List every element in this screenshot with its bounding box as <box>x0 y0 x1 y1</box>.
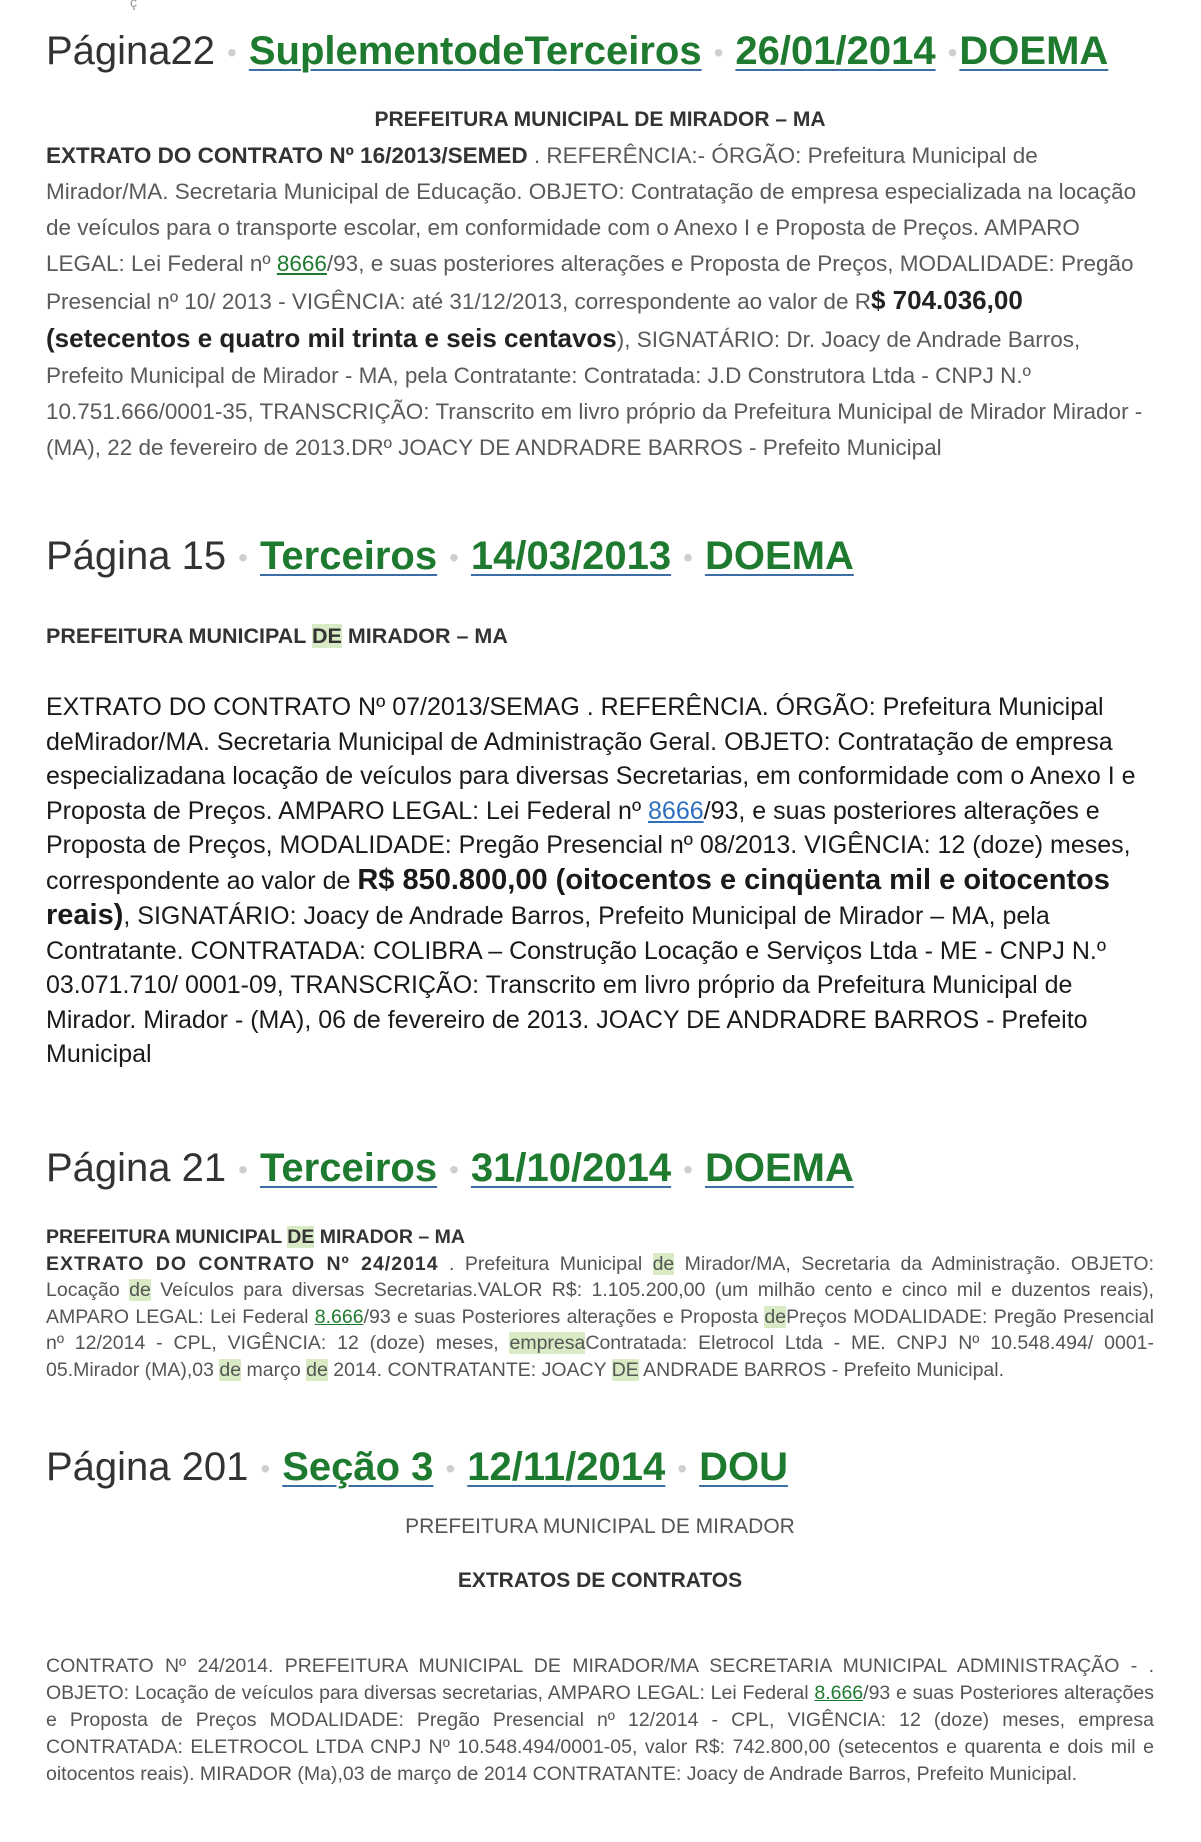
section-heading <box>46 624 1154 649</box>
law-link[interactable]: 8.666 <box>314 1305 364 1328</box>
date-link[interactable]: 12/11/2014 <box>467 1445 666 1489</box>
result-body-1 <box>46 102 1154 466</box>
text-part: , SIGNATÁRIO: Joacy de Andrade Barros, Prefeito Municipal de Mirador – MA, pela Contratante. CONTRATADA: COLIBRA – Construção Locação e Serviços Ltda - ME - CNPJ N.º 03.071.710/ 0001-09, TRANSCRIÇÃO: Transcrito em livro próprio da Prefeitura Municipal de Mirador. Mirador - (MA), 06 de fevereiro de 2013. JOACY DE ANDRADRE BARROS - Prefeito Municipal <box>46 902 1106 1068</box>
page-number: Página22 <box>46 29 216 73</box>
journal-link[interactable]: DOEMA <box>704 534 854 578</box>
heading-part: PREFEITURA MUNICIPAL <box>46 1226 288 1248</box>
search-highlight: de <box>219 1358 242 1381</box>
section-subheading: EXTRATOS DE CONTRATOS <box>457 1569 743 1592</box>
result-body-3 <box>46 1224 1154 1383</box>
result-header-1 <box>46 27 1108 77</box>
text-part: 2014. CONTRATANTE: JOACY <box>327 1358 612 1381</box>
text-part: /93 e suas Posteriores alterações e Proposta de Preços MODALIDADE: Pregão Presencial nº 12/2014 - CPL, VIGÊNCIA: 12 (doze) meses, empresa CONTRATADA: ELETROCOL LTDA CNPJ Nº 10.548.494/0001-05, valor R$: 742.800,00 (setecentos e quarenta e dois mil e oitocentos reais). MIRADOR (Ma),03 de março de 2014 CONTRATANTE: Joacy de Andrade Barros, Prefeito Municipal. <box>46 1682 1154 1785</box>
contract-value: $ 704.036,00 (setecentos e quatro mil trinta e seis centavos <box>46 285 1023 353</box>
text-part: Preços MODALIDADE: Pregão Presencial nº 12/2014 - CPL, VIGÊNCIA: 12 (doze) meses, <box>46 1305 1154 1354</box>
separator-dot: • <box>238 542 248 574</box>
search-highlight: DE <box>611 1358 639 1381</box>
separator-dot: • <box>227 37 237 69</box>
heading-part: PREFEITURA MUNICIPAL <box>46 624 312 648</box>
heading-part: MIRADOR – MA <box>341 624 508 648</box>
search-highlight: de <box>306 1358 328 1381</box>
section-heading: PREFEITURA MUNICIPAL DE MIRADOR – MA <box>374 108 826 131</box>
journal-link[interactable]: DOEMA <box>959 29 1109 73</box>
separator-dot: • <box>683 542 693 574</box>
text-part: ), SIGNATÁRIO: Dr. Joacy de Andrade Barros, Prefeito Municipal de Mirador - MA, pela Contratante: Contratada: J.D Construtora Ltda - CNPJ N.º 10.751.666/0001-35, TRANSCRIÇÃO: Transcrito em livro próprio da Prefeitura Municipal de Mirador Mirador - (MA), 22 de fevereiro de 2013.DRº JOACY DE ANDRADRE BARROS - Prefeito Municipal <box>46 327 1143 460</box>
section-link[interactable]: Terceiros <box>259 1146 438 1190</box>
search-highlight: de <box>764 1305 787 1328</box>
search-highlight: de <box>129 1279 151 1301</box>
separator-dot: • <box>449 1154 459 1186</box>
text-part: . Prefeitura Municipal <box>438 1252 653 1275</box>
section-heading <box>46 1224 1154 1251</box>
search-highlight: de <box>652 1252 675 1275</box>
section-link[interactable]: Seção 3 <box>282 1445 434 1489</box>
separator-dot: • <box>445 1453 456 1485</box>
journal-link[interactable]: DOEMA <box>704 1146 854 1190</box>
text-part: /93, e suas posteriores alterações e Proposta de Preços, MODALIDADE: Pregão Presencial nº 10/ 2013 - VIGÊNCIA: até 31/12/2013, correspondente ao valor de R <box>46 251 1134 314</box>
text-part: EXTRATO DO CONTRATO Nº 07/2013/SEMAG . REFERÊNCIA. ÓRGÃO: Prefeitura Municipal deMirador/MA. Secretaria Municipal de Administração Geral. OBJETO: Contratação de empresa especializadana locação de veículos para diversas Secretarias, em conformidade com o Anexo I e Proposta de Preços. AMPARO LEGAL: Lei Federal nº <box>46 693 1136 825</box>
page-number: Página 21 <box>46 1146 227 1190</box>
text-part: Mirador/MA, Secretaria da Administração. OBJETO: Locação <box>46 1252 1154 1301</box>
result-header-3 <box>46 1144 854 1194</box>
separator-dot: • <box>677 1453 688 1485</box>
section-heading: PREFEITURA MUNICIPAL DE MIRADOR <box>405 1515 795 1538</box>
separator-dot: • <box>683 1154 693 1186</box>
result-body-4 <box>46 1653 1154 1788</box>
law-link[interactable]: 8.666 <box>814 1682 864 1704</box>
text-part: /93 e suas Posteriores alterações e Proposta <box>363 1305 765 1328</box>
contract-title: EXTRATO DO CONTRATO Nº 24/2014 <box>46 1252 439 1275</box>
contract-value: R$ 850.800,00 (oitocentos e cinqüenta mil e oitocentos reais) <box>46 863 1110 931</box>
date-link[interactable]: 26/01/2014 <box>735 29 936 73</box>
text-part: março <box>241 1358 307 1381</box>
text-part: /93, e suas posteriores alterações e Proposta de Preços, MODALIDADE: Pregão Presencial nº 08/2013. VIGÊNCIA: 12 (doze) meses, correspondente ao valor de <box>46 796 1131 895</box>
section-link[interactable]: Terceiros <box>259 534 438 578</box>
contract-text <box>46 138 1154 466</box>
heading-part: MIRADOR – MA <box>314 1226 465 1248</box>
result-header-4 <box>46 1443 788 1493</box>
text-part: ANDRADE BARROS - Prefeito Municipal. <box>638 1358 1005 1381</box>
text-part: Veículos para diversas Secretarias.VALOR R$: 1.105.200,00 (um milhão cento e cinco mil e duzentos reais), AMPARO LEGAL: Lei Federal <box>46 1279 1154 1328</box>
date-link[interactable]: 14/03/2013 <box>470 534 672 578</box>
separator-dot: • <box>947 37 958 69</box>
separator-dot: • <box>238 1154 248 1186</box>
text-part: CONTRATO Nº 24/2014. PREFEITURA MUNICIPAL DE MIRADOR/MA SECRETARIA MUNICIPAL ADMINISTRAÇÃO - . OBJETO: Locação de veículos para diversas secretarias, AMPARO LEGAL: Lei Federal <box>46 1655 1154 1704</box>
search-highlight: empresa <box>509 1332 586 1354</box>
section-link[interactable]: SuplementodeTerceiros <box>248 29 702 73</box>
result-body-2 <box>46 690 1154 1072</box>
date-link[interactable]: 31/10/2014 <box>470 1146 672 1190</box>
separator-dot: • <box>260 1453 271 1485</box>
result-header-2 <box>46 532 854 582</box>
search-highlight: DE <box>287 1226 315 1248</box>
law-link[interactable]: 8666 <box>276 251 327 276</box>
law-link[interactable]: 8666 <box>648 796 704 825</box>
page-number: Página 201 <box>46 1445 249 1489</box>
contract-title: EXTRATO DO CONTRATO Nº 16/2013/SEMED <box>46 143 528 168</box>
cropped-text-fragment: ç <box>130 0 137 10</box>
journal-link[interactable]: DOU <box>699 1445 788 1489</box>
contract-text <box>46 1251 1154 1384</box>
text-part: . REFERÊNCIA:- ÓRGÃO: Prefeitura Municipal de Mirador/MA. Secretaria Municipal de Educação. OBJETO: Contratação de empresa especializada na locação de veículos para o transporte escolar, em conformidade com o Anexo I e Proposta de Preços. AMPARO LEGAL: Lei Federal nº <box>46 143 1137 276</box>
search-highlight: DE <box>311 624 342 648</box>
separator-dot: • <box>449 542 459 574</box>
text-part: Contratada: Eletrocol Ltda - ME. CNPJ Nº 10.548.494/ 0001-05.Mirador (MA),03 <box>46 1332 1155 1381</box>
separator-dot: • <box>713 37 724 69</box>
page-number: Página 15 <box>46 534 227 578</box>
